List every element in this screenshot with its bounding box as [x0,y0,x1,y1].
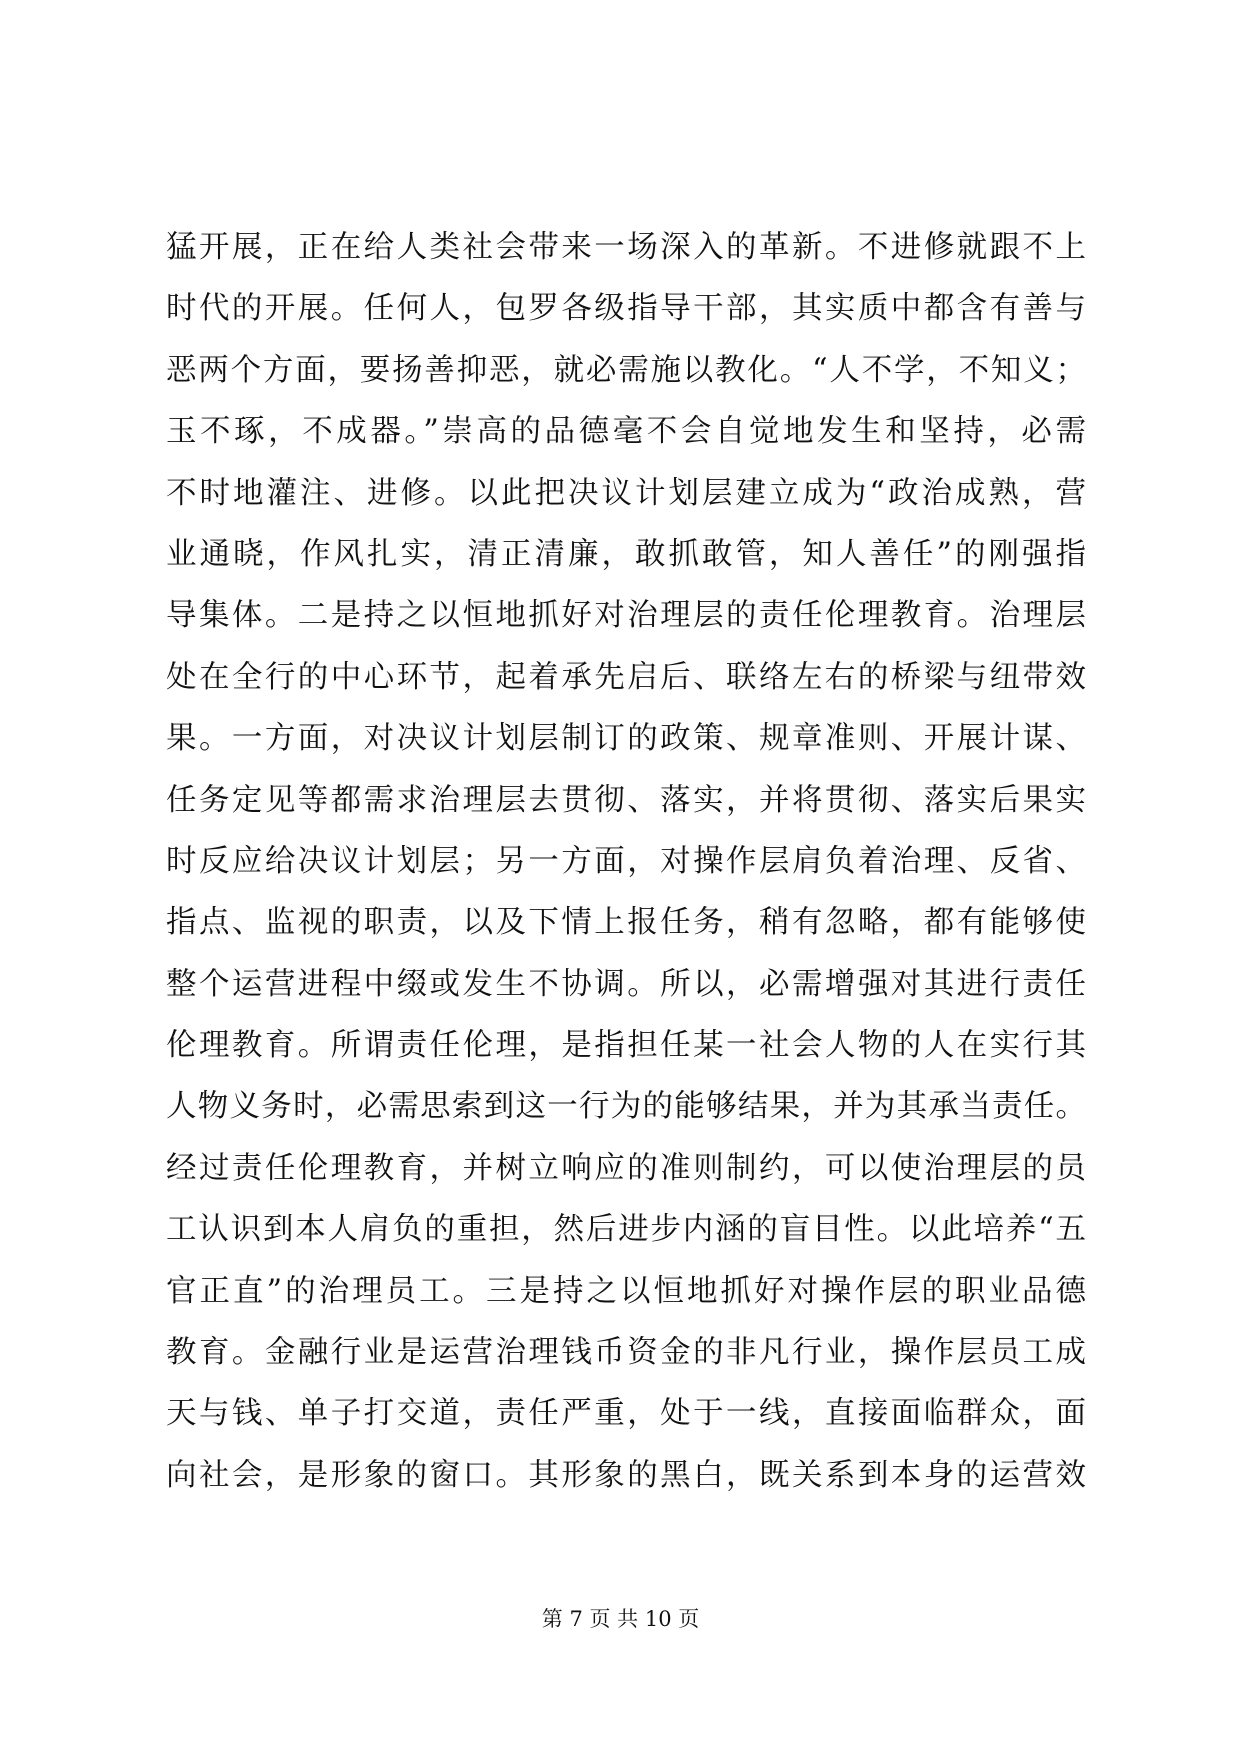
text-line: 经过责任伦理教育，并树立响应的准则制约，可以使治理层的员 [166,1150,1086,1186]
text-line: 教育。金融行业是运营治理钱币资金的非凡行业，操作层员工成 [166,1335,1086,1371]
body-text [166,230,1086,1519]
text-line: 指点、监视的职责，以及下情上报任务，稍有忽略，都有能够使 [166,905,1086,941]
text-line: 官正直”的治理员工。三是持之以恒地抓好对操作层的职业品德 [166,1273,1086,1309]
text-line: 业通晓，作风扎实，清正清廉，敢抓敢管，知人善任”的刚强指 [166,536,1086,572]
text-line: 天与钱、单子打交道，责任严重，处于一线，直接面临群众，面 [166,1396,1086,1432]
text-line: 玉不琢，不成器。”崇高的品德毫不会自觉地发生和坚持，必需 [166,414,1086,450]
text-line: 果。一方面，对决议计划层制订的政策、规章准则、开展计谋、 [166,721,1086,757]
text-line: 猛开展，正在给人类社会带来一场深入的革新。不进修就跟不上 [166,230,1086,265]
text-line: 时反应给决议计划层；另一方面，对操作层肩负着治理、反省、 [166,843,1086,879]
text-line: 工认识到本人肩负的重担，然后进步内涵的盲目性。以此培养“五 [166,1212,1086,1248]
text-line: 向社会，是形象的窗口。其形象的黑白，既关系到本身的运营效 [166,1457,1086,1493]
text-line: 任务定见等都需求治理层去贯彻、落实，并将贯彻、落实后果实 [166,782,1086,818]
text-line: 伦理教育。所谓责任伦理，是指担任某一社会人物的人在实行其 [166,1028,1086,1064]
text-line: 时代的开展。任何人，包罗各级指导干部，其实质中都含有善与 [166,291,1086,327]
text-line: 不时地灌注、进修。以此把决议计划层建立成为“政治成熟，营 [166,475,1086,511]
text-line: 处在全行的中心环节，起着承先启后、联络左右的桥梁与纽带效 [166,659,1086,695]
text-line: 恶两个方面，要扬善抑恶，就必需施以教化。“人不学，不知义； [166,352,1086,388]
text-line: 导集体。二是持之以恒地抓好对治理层的责任伦理教育。治理层 [166,598,1086,634]
text-line: 人物义务时，必需思索到这一行为的能够结果，并为其承当责任。 [166,1089,1086,1125]
text-line: 整个运营进程中缀或发生不协调。所以，必需增强对其进行责任 [166,966,1086,1002]
page-number-footer: 第 7 页 共 10 页 [541,1607,700,1631]
